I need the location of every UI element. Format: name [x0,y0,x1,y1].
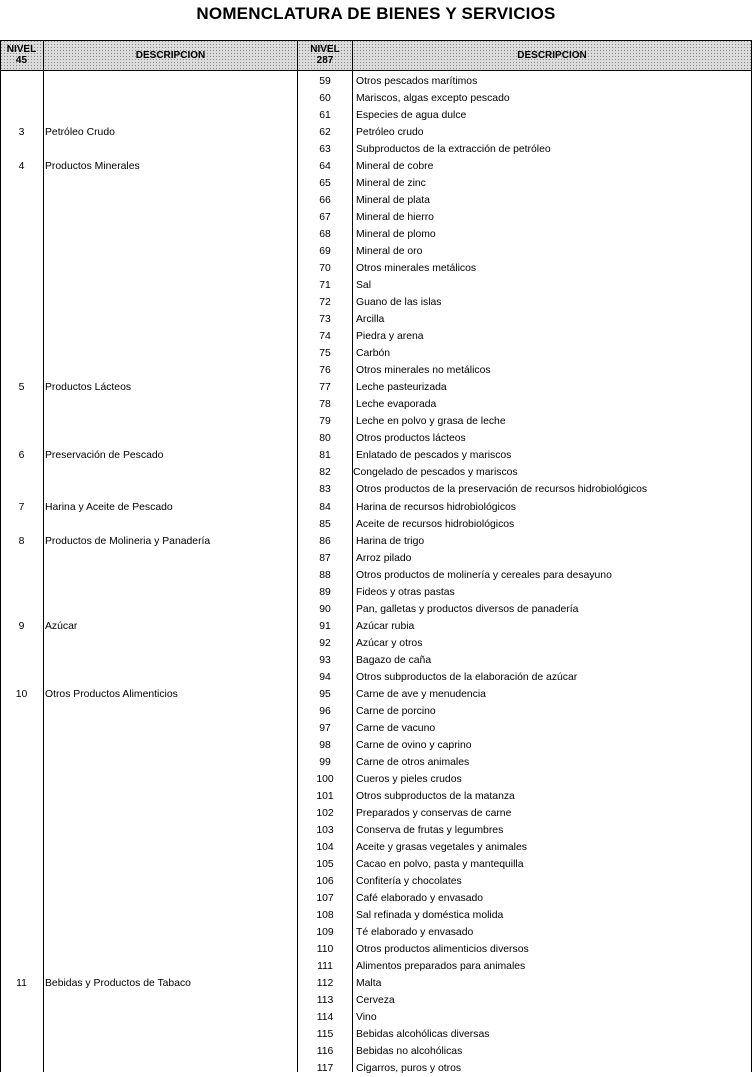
nivel-287-cell: 79 [319,416,331,428]
table-row [0,890,752,907]
descripcion-287-cell: Bebidas alcohólicas diversas [356,1029,490,1041]
table-row [0,175,752,192]
descripcion-287-cell: Guano de las islas [356,297,442,309]
nivel-287-cell: 71 [319,280,331,292]
table-row [0,873,752,890]
nivel-287-cell: 75 [319,348,331,360]
nivel-287-cell: 101 [316,790,334,802]
nivel-287-cell: 112 [316,978,334,990]
nivel-287-cell: 59 [319,76,331,87]
nivel-287-cell: 65 [319,178,331,190]
descripcion-287-cell: Sal [356,280,372,292]
header-descripcion-left: DESCRIPCION [44,40,297,70]
nivel-287-cell: 83 [319,484,331,496]
table-row [0,584,752,601]
nivel-287-cell: 80 [319,433,331,445]
nivel-287-cell: 105 [316,858,334,870]
table-row [0,550,752,567]
descripcion-287-cell: Arcilla [356,314,385,326]
table-row [0,805,752,822]
table-row [0,277,752,294]
nivel-287-cell: 62 [319,127,331,139]
table-row [0,294,752,311]
nivel-287-cell: 114 [316,1012,334,1024]
nivel-287-cell: 63 [319,144,331,156]
table-row [0,516,752,533]
descripcion-287-cell: Té elaborado y envasado [356,927,474,938]
table-row [0,941,752,958]
descripcion-287-cell: Mineral de zinc [356,178,426,190]
table-row [0,737,752,754]
descripcion-287-cell: Subproductos de la extracción de petróleo [356,144,551,156]
table-row [0,754,752,771]
table-row [0,924,752,941]
table-row [0,158,752,175]
header-nivel-287 [298,40,352,70]
descripcion-287-cell: Otros productos lácteos [356,433,466,445]
table-row [0,141,752,158]
descripcion-287-cell: Enlatado de pescados y mariscos [356,450,512,462]
descripcion-287-cell: Sal refinada y doméstica molida [356,909,504,921]
table-row [0,1060,752,1077]
table-row [0,669,752,686]
table-row [0,124,752,141]
descripcion-287-cell: Azúcar y otros [356,637,423,649]
header-nivel-287-line1: NIVEL [310,44,340,55]
nivel-287-cell: 110 [316,944,334,956]
table-row [0,958,752,975]
descripcion-287-cell: Harina de recursos hidrobiológicos [356,501,516,513]
table-row [0,481,752,498]
descripcion-287-cell: Bebidas no alcohólicas [356,1046,463,1058]
descripcion-287-cell: Otros minerales no metálicos [356,365,491,377]
descripcion-287-cell: Alimentos preparados para animales [356,961,526,973]
table-row [0,362,752,379]
descripcion-287-cell: Especies de agua dulce [356,110,467,122]
table-row [0,720,752,737]
table-row [0,499,752,516]
descripcion-287-cell: Cueros y pieles crudos [356,773,462,785]
nivel-287-cell: 74 [319,331,331,343]
nivel-45-cell: 11 [16,978,27,990]
nivel-287-cell: 82 [319,467,331,479]
table-row [0,601,752,618]
table-row [0,209,752,226]
nivel-45-cell: 9 [18,620,25,632]
descripcion-287-cell: Harina de trigo [356,535,425,547]
descripcion-45-cell: Bebidas y Productos de Tabaco [45,978,191,990]
header-bottom-border [0,70,752,71]
descripcion-287-cell: Cigarros, puros y otros [356,1063,462,1075]
descripcion-287-cell: Otros productos de molinería y cereales para desayuno [356,569,612,581]
descripcion-287-cell: Aceite de recursos hidrobiológicos [356,518,515,530]
table-row [0,1009,752,1026]
nivel-287-cell: 102 [316,807,334,819]
table-row [0,396,752,413]
descripcion-287-cell: Leche en polvo y grasa de leche [356,416,506,428]
nivel-287-cell: 68 [319,229,331,241]
descripcion-287-cell: Fideos y otras pastas [356,586,455,598]
nivel-287-cell: 76 [319,365,331,377]
table-row [0,1026,752,1043]
table-row [0,430,752,447]
table-row [0,703,752,720]
descripcion-45-cell: Otros Productos Alimenticios [45,688,178,700]
nivel-287-cell: 60 [319,93,331,105]
descripcion-287-cell: Café elaborado y envasado [356,892,484,904]
table-row [0,1043,752,1060]
table-row [0,822,752,839]
table-row [0,328,752,345]
descripcion-287-cell: Mineral de hierro [356,212,434,224]
table-row [0,975,752,992]
nivel-287-cell: 106 [316,875,334,887]
table-row [0,992,752,1009]
nivel-287-cell: 91 [319,620,331,632]
descripcion-287-cell: Mineral de plomo [356,229,436,241]
descripcion-287-cell: Cacao en polvo, pasta y mantequilla [356,858,524,870]
descripcion-287-cell: Confitería y chocolates [356,875,462,887]
nivel-287-cell: 99 [319,756,331,768]
descripcion-287-cell: Mariscos, algas excepto pescado [356,93,510,105]
nivel-287-cell: 113 [316,995,334,1007]
descripcion-287-cell: Petróleo crudo [356,127,424,139]
descripcion-287-cell: Congelado de pescados y mariscos [353,467,518,479]
nivel-287-cell: 95 [319,688,331,700]
descripcion-45-cell: Azúcar [45,620,78,632]
table-row [0,73,752,90]
nivel-287-cell: 87 [319,552,331,564]
nivel-287-cell: 116 [316,1046,334,1058]
table-row [0,533,752,550]
nivel-287-cell: 86 [319,535,331,547]
table-row [0,226,752,243]
nivel-287-cell: 73 [319,314,331,326]
descripcion-45-cell: Preservación de Pescado [45,450,164,462]
table-row [0,652,752,669]
descripcion-287-cell: Carne de vacuno [356,722,436,734]
descripcion-45-cell: Productos Lácteos [45,382,132,394]
descripcion-287-cell: Carne de ave y menudencia [356,688,486,700]
nivel-287-cell: 103 [316,824,334,836]
descripcion-287-cell: Leche evaporada [356,399,437,411]
table-row [0,413,752,430]
table-row [0,447,752,464]
descripcion-287-cell: Cerveza [356,995,395,1007]
descripcion-45-cell: Petróleo Crudo [45,127,115,139]
descripcion-287-cell: Carbón [356,348,391,360]
nivel-287-cell: 92 [319,637,331,649]
descripcion-287-cell: Otros pescados marítimos [356,76,478,87]
header-nivel-45-line1: NIVEL [6,44,37,55]
table-top-border [0,40,752,41]
page-title: NOMENCLATURA DE BIENES Y SERVICIOS [196,4,556,23]
table-row [0,856,752,873]
nivel-45-cell: 8 [18,535,25,547]
descripcion-287-cell: Carne de ovino y caprino [356,739,472,751]
nivel-287-cell: 77 [319,382,331,394]
descripcion-287-cell: Vino [356,1012,377,1024]
header-nivel-287-line2: 287 [316,55,334,66]
descripcion-287-cell: Aceite y grasas vegetales y animales [356,841,527,853]
table-row [0,345,752,362]
nivel-287-cell: 90 [319,603,331,615]
table-row [0,90,752,107]
nivel-287-cell: 67 [319,212,331,224]
descripcion-287-cell: Otros minerales metálicos [356,263,477,275]
descripcion-287-cell: Bagazo de caña [356,654,432,666]
descripcion-287-cell: Carne de otros animales [356,756,470,768]
nivel-287-cell: 70 [319,263,331,275]
nivel-287-cell: 89 [319,586,331,598]
descripcion-287-cell: Carne de porcino [356,705,436,717]
nivel-287-cell: 100 [316,773,334,785]
table-row [0,686,752,703]
descripcion-287-cell: Azúcar rubia [356,620,415,632]
header-nivel-45 [0,40,43,70]
nivel-287-cell: 98 [319,739,331,751]
nivel-287-cell: 109 [316,927,334,938]
nivel-287-cell: 64 [319,161,331,173]
nivel-45-cell: 3 [18,127,25,139]
table-row [0,567,752,584]
nivel-287-cell: 108 [316,909,334,921]
nivel-287-cell: 72 [319,297,331,309]
descripcion-287-cell: Otros productos alimenticios diversos [356,944,529,956]
nivel-287-cell: 97 [319,722,331,734]
header-descripcion-right: DESCRIPCION [353,40,751,70]
nivel-45-cell: 4 [18,161,25,173]
nivel-287-cell: 115 [316,1029,334,1041]
descripcion-287-cell: Otros subproductos de la elaboración de azúcar [356,671,578,683]
nivel-287-cell: 66 [319,195,331,207]
table-row [0,907,752,924]
header-nivel-45-line2: 45 [15,55,28,66]
descripcion-287-cell: Piedra y arena [356,331,424,343]
nivel-287-cell: 84 [319,501,331,513]
descripcion-287-cell: Mineral de plata [356,195,430,207]
descripcion-45-cell: Productos de Molineria y Panadería [45,535,211,547]
nivel-45-cell: 7 [18,501,25,513]
table-row [0,618,752,635]
table-row [0,635,752,652]
table-row [0,260,752,277]
nivel-45-cell: 5 [18,382,25,394]
nivel-287-cell: 78 [319,399,331,411]
nivel-287-cell: 111 [317,961,333,973]
descripcion-287-cell: Leche pasteurizada [356,382,447,394]
descripcion-287-cell: Malta [356,978,382,990]
nivel-287-cell: 69 [319,246,331,258]
table-row [0,839,752,856]
descripcion-45-cell: Productos Minerales [45,161,140,173]
nivel-287-cell: 96 [319,705,331,717]
nivel-287-cell: 81 [319,450,331,462]
table-row [0,788,752,805]
descripcion-287-cell: Arroz pilado [356,552,412,564]
table-row [0,379,752,396]
table-row [0,464,752,481]
table-row [0,107,752,124]
nivel-287-cell: 104 [316,841,334,853]
table-row [0,192,752,209]
descripcion-45-cell: Harina y Aceite de Pescado [45,501,173,513]
nivel-287-cell: 61 [319,110,331,122]
table-row [0,311,752,328]
table-row [0,771,752,788]
nivel-287-cell: 107 [316,892,334,904]
nivel-45-cell: 10 [15,688,28,700]
nivel-287-cell: 117 [316,1063,334,1075]
nivel-287-cell: 94 [319,671,331,683]
descripcion-287-cell: Otros productos de la preservación de recursos hidrobiológicos [356,484,648,496]
descripcion-287-cell: Preparados y conservas de carne [356,807,512,819]
table-row [0,243,752,260]
nivel-287-cell: 88 [319,569,331,581]
nivel-287-cell: 85 [319,518,331,530]
descripcion-287-cell: Pan, galletas y productos diversos de panadería [356,603,579,615]
descripcion-287-cell: Mineral de oro [356,246,423,258]
nivel-45-cell: 6 [18,450,25,462]
nivel-287-cell: 93 [319,654,331,666]
descripcion-287-cell: Mineral de cobre [356,161,434,173]
descripcion-287-cell: Conserva de frutas y legumbres [356,824,504,836]
descripcion-287-cell: Otros subproductos de la matanza [356,790,515,802]
